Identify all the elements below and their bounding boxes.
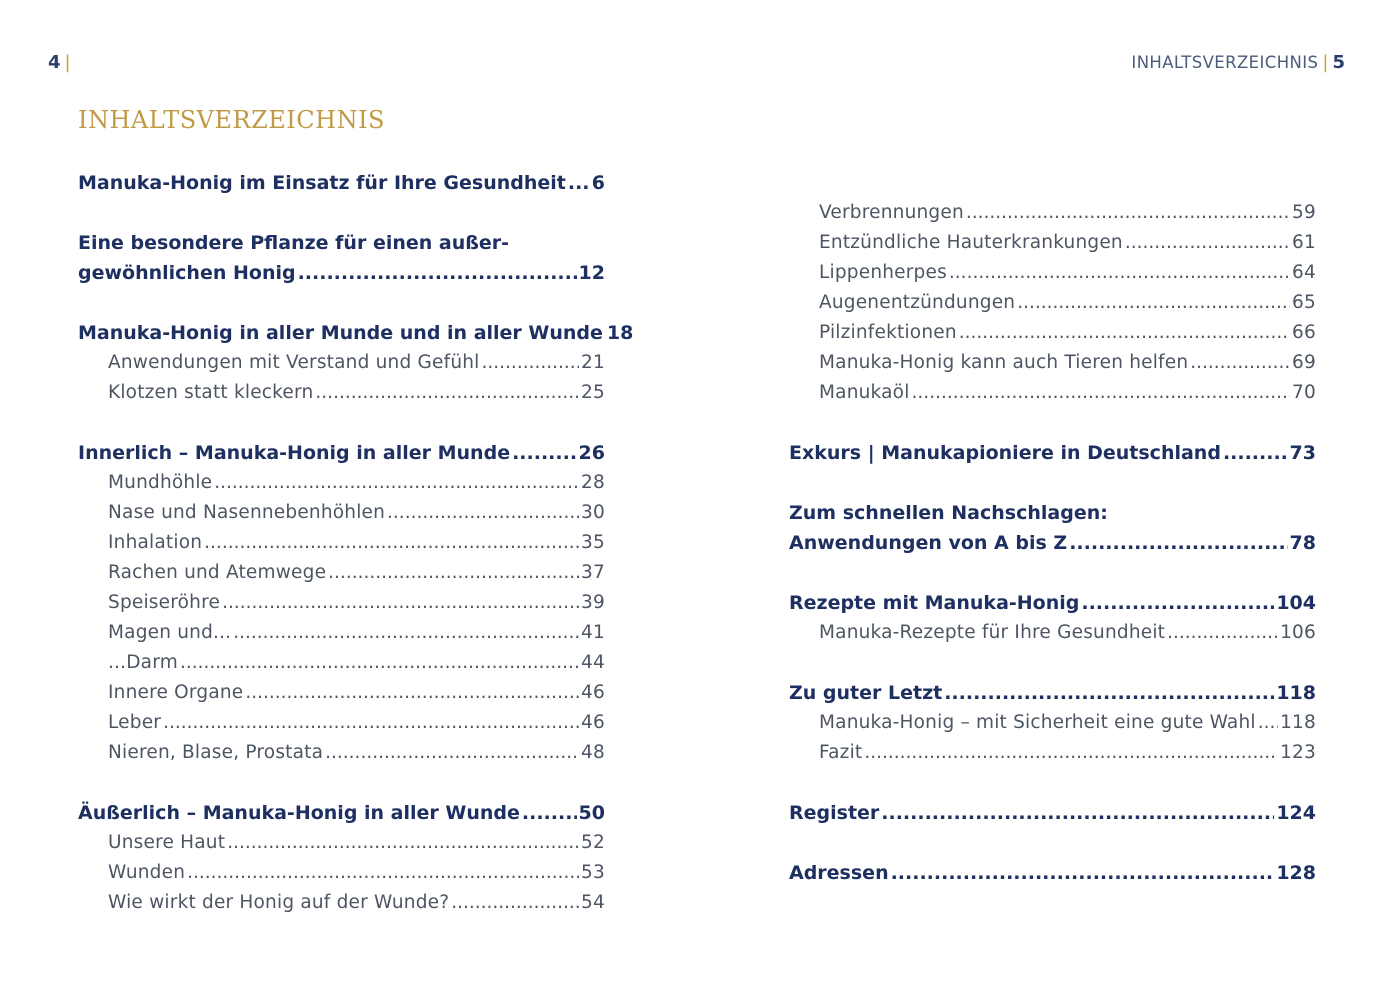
toc-entry[interactable]: Zum schnellen Nachschlagen:: [789, 502, 1108, 524]
page-number-separator: |: [1322, 52, 1329, 73]
dot-leader: [881, 798, 1274, 828]
toc-subentry[interactable]: Unsere Haut ..... 52: [78, 828, 605, 858]
dot-leader: [1190, 348, 1290, 378]
dot-leader: [1017, 288, 1290, 318]
dot-leader: [204, 528, 579, 558]
toc-subentry[interactable]: Manuka-Rezepte für Ihre Gesundheit ..... 106: [789, 618, 1316, 648]
dot-leader: [245, 678, 579, 708]
toc-subentry[interactable]: Nase und Nasennebenhöhlen ..... 30: [78, 498, 605, 528]
dot-leader: [949, 258, 1290, 288]
dot-leader: [187, 858, 579, 888]
toc-subentry[interactable]: Verbrennungen ..... 59: [789, 198, 1316, 228]
toc-entry[interactable]: Äußerlich – Manuka-Honig in aller Wunde ..... 50: [78, 798, 605, 828]
left-page-number: 4 |: [48, 52, 71, 73]
toc-entry[interactable]: gewöhnlichen Honig ..... 12: [78, 258, 605, 288]
toc-entry[interactable]: Anwendungen von A bis Z ..... 78: [789, 528, 1316, 558]
running-head-title: INHALTSVERZEICHNIS: [1131, 53, 1319, 72]
toc-subentry[interactable]: Nieren, Blase, Prostata ..... 48: [78, 738, 605, 768]
toc-subentry[interactable]: Lippenherpes ..... 64: [789, 258, 1316, 288]
dot-leader: [328, 558, 579, 588]
toc-subentry[interactable]: Speiseröhre ..... 39: [78, 588, 605, 618]
toc-subentry[interactable]: ...Darm ..... 44: [78, 648, 605, 678]
toc-entry[interactable]: Zu guter Letzt ..... 118: [789, 678, 1316, 708]
toc-subentry[interactable]: Mundhöhle ..... 28: [78, 468, 605, 498]
dot-leader: [522, 798, 577, 828]
dot-leader: [1081, 588, 1274, 618]
toc-subentry[interactable]: Innere Organe ..... 46: [78, 678, 605, 708]
dot-leader: [891, 858, 1275, 888]
toc-entry[interactable]: Eine besondere Pflanze für einen außer-: [78, 232, 510, 254]
toc-subentry[interactable]: Wunden ..... 53: [78, 858, 605, 888]
toc-entry[interactable]: Innerlich – Manuka-Honig in aller Munde ..... 26: [78, 438, 605, 468]
dot-leader: [222, 588, 579, 618]
dot-leader: [387, 498, 579, 528]
dot-leader: [1258, 708, 1278, 738]
dot-leader: [451, 888, 579, 918]
toc-subentry[interactable]: Entzündliche Hauterkrankungen ..... 61: [789, 228, 1316, 258]
dot-leader: [482, 348, 580, 378]
toc-subentry[interactable]: Anwendungen mit Verstand und Gefühl ..... 21: [78, 348, 605, 378]
dot-leader: [233, 618, 579, 648]
dot-leader: [315, 378, 579, 408]
toc-subentry[interactable]: Inhalation ..... 35: [78, 528, 605, 558]
toc-entry[interactable]: Manuka-Honig in aller Munde und in aller Wunde 18: [78, 322, 634, 344]
page-title: INHALTSVERZEICHNIS: [78, 106, 385, 134]
right-running-head: [1131, 52, 1345, 73]
toc-entry[interactable]: Exkurs | Manukapioniere in Deutschland ..... 73: [789, 438, 1316, 468]
right-page-number: 5: [1332, 52, 1345, 73]
dot-leader: [325, 738, 579, 768]
toc-subentry[interactable]: Manuka-Honig – mit Sicherheit eine gute Wahl ..... 118: [789, 708, 1316, 738]
toc-subentry[interactable]: Wie wirkt der Honig auf der Wunde? ..... 54: [78, 888, 605, 918]
dot-leader: [214, 468, 579, 498]
dot-leader: [959, 318, 1290, 348]
toc-entry[interactable]: Rezepte mit Manuka-Honig ..... 104: [789, 588, 1316, 618]
toc-subentry[interactable]: Augenentzündungen ..... 65: [789, 288, 1316, 318]
toc-subentry[interactable]: Klotzen statt kleckern ..... 25: [78, 378, 605, 408]
dot-leader: [1069, 528, 1287, 558]
dot-leader: [1223, 438, 1288, 468]
toc-entry[interactable]: Manuka-Honig im Einsatz für Ihre Gesundheit ..... 6: [78, 168, 605, 198]
toc-subentry[interactable]: Rachen und Atemwege ..... 37: [78, 558, 605, 588]
dot-leader: [512, 438, 576, 468]
toc-entry[interactable]: Adressen ..... 128: [789, 858, 1316, 888]
dot-leader: [864, 738, 1278, 768]
dot-leader: [1125, 228, 1290, 258]
toc-subentry[interactable]: Manukaöl ..... 70: [789, 378, 1316, 408]
dot-leader: [227, 828, 579, 858]
dot-leader: [298, 258, 577, 288]
toc-subentry[interactable]: Manuka-Honig kann auch Tieren helfen ..... 69: [789, 348, 1316, 378]
page-number-separator: |: [64, 52, 71, 73]
dot-leader: [1167, 618, 1278, 648]
dot-leader: [568, 168, 590, 198]
toc-subentry[interactable]: Pilzinfektionen ..... 66: [789, 318, 1316, 348]
toc-subentry[interactable]: Leber ..... 46: [78, 708, 605, 738]
toc-entry[interactable]: Register ..... 124: [789, 798, 1316, 828]
dot-leader: [966, 198, 1290, 228]
dot-leader: [912, 378, 1291, 408]
dot-leader: [180, 648, 579, 678]
toc-subentry[interactable]: Magen und... ..... 41: [78, 618, 605, 648]
dot-leader: [163, 708, 579, 738]
toc-subentry[interactable]: Fazit ..... 123: [789, 738, 1316, 768]
dot-leader: [944, 678, 1274, 708]
